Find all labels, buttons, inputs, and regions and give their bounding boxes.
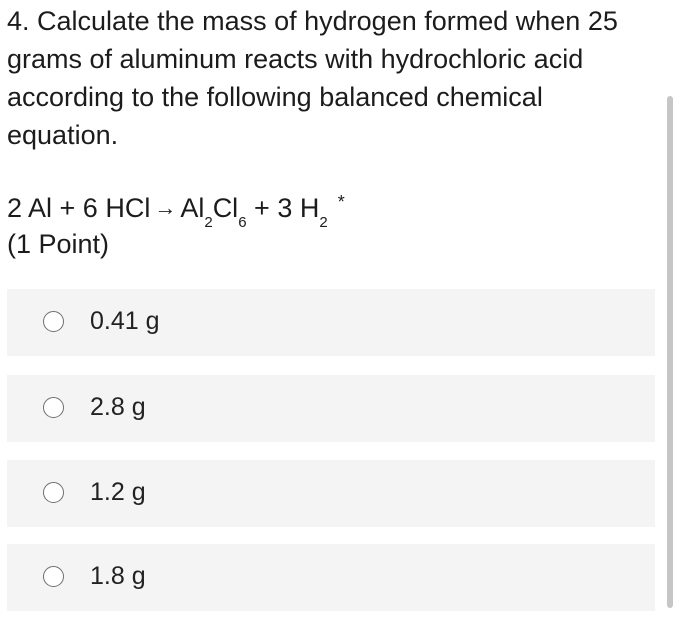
equation-product-al: Al: [180, 193, 205, 223]
subscript-h2: 2: [319, 214, 328, 231]
subscript-6: 6: [238, 214, 247, 231]
option-label: 0.41 g: [90, 307, 160, 335]
points-label: (1 Point): [7, 229, 110, 259]
option-2-8-g[interactable]: [7, 375, 655, 442]
equation-product-h: + 3 H: [254, 193, 320, 223]
radio-button[interactable]: [43, 397, 64, 418]
scrollbar[interactable]: [667, 96, 673, 608]
subscript-2: 2: [204, 214, 213, 231]
option-label: 1.2 g: [90, 478, 146, 506]
option-label: 2.8 g: [90, 393, 146, 421]
question-title: 4. Calculate the mass of hydrogen formed when 25 grams of aluminum reacts with hydrochloric acid according to the following balanced chemical equation.: [7, 6, 618, 150]
equation-reactants: 2 Al + 6 HCl: [7, 193, 151, 223]
reaction-arrow: →: [154, 195, 177, 220]
radio-button[interactable]: [43, 566, 64, 587]
option-1-2-g[interactable]: [7, 460, 655, 527]
radio-button[interactable]: [43, 311, 64, 332]
chemical-equation: [7, 190, 345, 229]
required-marker: *: [337, 192, 345, 212]
equation-product-cl: Cl: [212, 193, 239, 223]
radio-button[interactable]: [43, 482, 64, 503]
option-label: 1.8 g: [90, 562, 146, 590]
option-1-8-g[interactable]: [7, 544, 655, 611]
option-0-41-g[interactable]: [7, 289, 655, 356]
